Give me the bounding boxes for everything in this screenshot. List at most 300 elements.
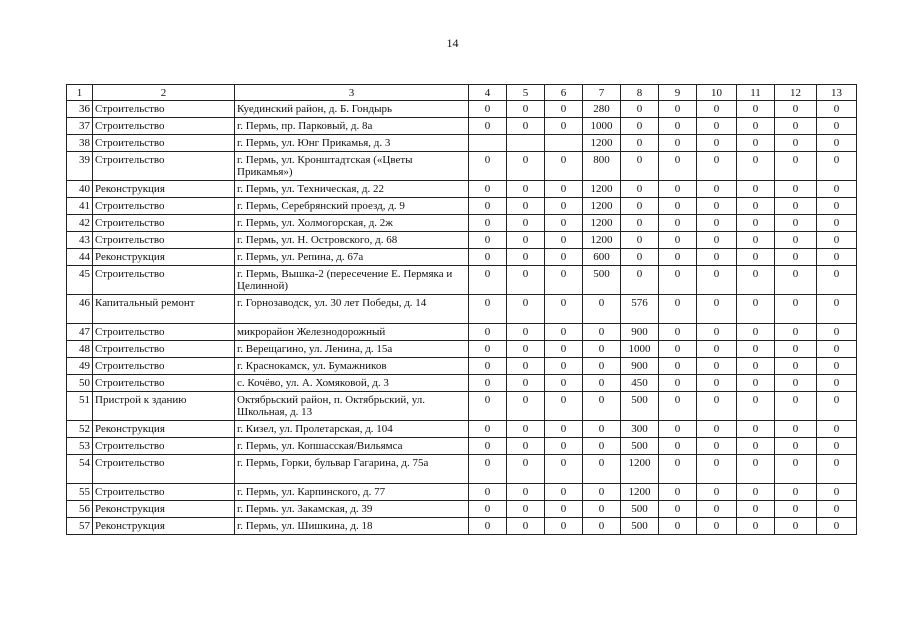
value-col-9: 0 (659, 215, 697, 232)
object-address: микрорайон Железнодорожный (235, 324, 469, 341)
value-col-9: 0 (659, 232, 697, 249)
row-number: 48 (67, 341, 93, 358)
value-col-8: 1200 (621, 455, 659, 484)
value-col-12: 0 (775, 232, 817, 249)
column-header-5: 5 (507, 85, 545, 101)
value-col-6: 0 (545, 341, 583, 358)
value-col-5 (507, 135, 545, 152)
value-col-11: 0 (737, 249, 775, 266)
value-col-8: 1200 (621, 484, 659, 501)
value-col-12: 0 (775, 341, 817, 358)
object-address: г. Пермь, пр. Парковый, д. 8а (235, 118, 469, 135)
value-col-10: 0 (697, 518, 737, 535)
row-number: 54 (67, 455, 93, 484)
value-col-13: 0 (817, 392, 857, 421)
value-col-11: 0 (737, 232, 775, 249)
work-type: Реконструкция (93, 249, 235, 266)
value-col-10: 0 (697, 135, 737, 152)
table-row (67, 135, 857, 152)
work-type: Реконструкция (93, 518, 235, 535)
work-type: Строительство (93, 232, 235, 249)
object-address: г. Краснокамск, ул. Бумажников (235, 358, 469, 375)
object-address: Октябрьский район, п. Октябрьский, ул. Школьная, д. 13 (235, 392, 469, 421)
table-row (67, 324, 857, 341)
row-number: 38 (67, 135, 93, 152)
value-col-6: 0 (545, 249, 583, 266)
value-col-5: 0 (507, 421, 545, 438)
value-col-12: 0 (775, 266, 817, 295)
value-col-13: 0 (817, 152, 857, 181)
value-col-13: 0 (817, 438, 857, 455)
work-type: Строительство (93, 324, 235, 341)
work-type: Строительство (93, 375, 235, 392)
value-col-10: 0 (697, 438, 737, 455)
value-col-13: 0 (817, 518, 857, 535)
table-row (67, 484, 857, 501)
value-col-9: 0 (659, 455, 697, 484)
value-col-13: 0 (817, 198, 857, 215)
value-col-7: 1200 (583, 215, 621, 232)
value-col-8: 0 (621, 266, 659, 295)
row-number: 53 (67, 438, 93, 455)
value-col-4: 0 (469, 484, 507, 501)
value-col-6: 0 (545, 118, 583, 135)
column-header-13: 13 (817, 85, 857, 101)
work-type: Строительство (93, 455, 235, 484)
column-header-11: 11 (737, 85, 775, 101)
value-col-5: 0 (507, 101, 545, 118)
value-col-8: 576 (621, 295, 659, 324)
value-col-13: 0 (817, 232, 857, 249)
value-col-6: 0 (545, 324, 583, 341)
value-col-11: 0 (737, 421, 775, 438)
column-header-1: 1 (67, 85, 93, 101)
work-type: Строительство (93, 484, 235, 501)
value-col-6: 0 (545, 392, 583, 421)
value-col-10: 0 (697, 421, 737, 438)
value-col-9: 0 (659, 421, 697, 438)
value-col-9: 0 (659, 358, 697, 375)
value-col-6: 0 (545, 215, 583, 232)
value-col-11: 0 (737, 215, 775, 232)
work-type: Строительство (93, 152, 235, 181)
value-col-8: 0 (621, 135, 659, 152)
value-col-13: 0 (817, 455, 857, 484)
page-number: 14 (446, 36, 459, 50)
value-col-6: 0 (545, 198, 583, 215)
value-col-8: 0 (621, 249, 659, 266)
value-col-9: 0 (659, 324, 697, 341)
value-col-10: 0 (697, 392, 737, 421)
table-row (67, 375, 857, 392)
column-header-12: 12 (775, 85, 817, 101)
value-col-10: 0 (697, 455, 737, 484)
column-header-8: 8 (621, 85, 659, 101)
value-col-10: 0 (697, 198, 737, 215)
object-address: г. Пермь, Горки, бульвар Гагарина, д. 75а (235, 455, 469, 484)
value-col-11: 0 (737, 501, 775, 518)
value-col-7: 280 (583, 101, 621, 118)
object-address: с. Кочёво, ул. А. Хомяковой, д. 3 (235, 375, 469, 392)
value-col-11: 0 (737, 118, 775, 135)
value-col-4: 0 (469, 358, 507, 375)
object-address: г. Кизел, ул. Пролетарская, д. 104 (235, 421, 469, 438)
value-col-8: 0 (621, 152, 659, 181)
value-col-4: 0 (469, 341, 507, 358)
row-number: 56 (67, 501, 93, 518)
value-col-11: 0 (737, 518, 775, 535)
value-col-7: 0 (583, 392, 621, 421)
work-type: Реконструкция (93, 501, 235, 518)
value-col-6: 0 (545, 181, 583, 198)
value-col-10: 0 (697, 215, 737, 232)
value-col-4: 0 (469, 232, 507, 249)
value-col-7: 0 (583, 421, 621, 438)
value-col-9: 0 (659, 438, 697, 455)
value-col-5: 0 (507, 215, 545, 232)
value-col-4: 0 (469, 518, 507, 535)
value-col-9: 0 (659, 266, 697, 295)
value-col-10: 0 (697, 484, 737, 501)
value-col-13: 0 (817, 266, 857, 295)
value-col-9: 0 (659, 198, 697, 215)
value-col-5: 0 (507, 341, 545, 358)
value-col-13: 0 (817, 375, 857, 392)
value-col-13: 0 (817, 341, 857, 358)
value-col-10: 0 (697, 358, 737, 375)
value-col-12: 0 (775, 101, 817, 118)
value-col-11: 0 (737, 438, 775, 455)
value-col-5: 0 (507, 266, 545, 295)
row-number: 39 (67, 152, 93, 181)
row-number: 57 (67, 518, 93, 535)
value-col-11: 0 (737, 198, 775, 215)
table-header (67, 85, 857, 101)
value-col-11: 0 (737, 152, 775, 181)
row-number: 55 (67, 484, 93, 501)
value-col-8: 0 (621, 232, 659, 249)
value-col-5: 0 (507, 181, 545, 198)
value-col-4: 0 (469, 215, 507, 232)
work-type: Строительство (93, 118, 235, 135)
value-col-12: 0 (775, 392, 817, 421)
value-col-5: 0 (507, 249, 545, 266)
value-col-4: 0 (469, 198, 507, 215)
row-number: 40 (67, 181, 93, 198)
row-number: 37 (67, 118, 93, 135)
row-number: 45 (67, 266, 93, 295)
value-col-8: 300 (621, 421, 659, 438)
value-col-12: 0 (775, 358, 817, 375)
table-row (67, 215, 857, 232)
object-address: г. Пермь. ул. Закамская, д. 39 (235, 501, 469, 518)
value-col-12: 0 (775, 438, 817, 455)
value-col-6: 0 (545, 152, 583, 181)
column-header-7: 7 (583, 85, 621, 101)
value-col-10: 0 (697, 181, 737, 198)
table-row (67, 249, 857, 266)
value-col-5: 0 (507, 501, 545, 518)
value-col-12: 0 (775, 375, 817, 392)
table-row (67, 392, 857, 421)
table-row (67, 518, 857, 535)
row-number: 47 (67, 324, 93, 341)
value-col-4: 0 (469, 375, 507, 392)
value-col-5: 0 (507, 198, 545, 215)
value-col-9: 0 (659, 501, 697, 518)
object-address: г. Пермь, ул. Репина, д. 67а (235, 249, 469, 266)
value-col-5: 0 (507, 358, 545, 375)
value-col-8: 900 (621, 324, 659, 341)
value-col-10: 0 (697, 118, 737, 135)
value-col-8: 500 (621, 518, 659, 535)
value-col-4: 0 (469, 324, 507, 341)
value-col-7: 500 (583, 266, 621, 295)
value-col-5: 0 (507, 118, 545, 135)
work-type: Строительство (93, 266, 235, 295)
value-col-11: 0 (737, 392, 775, 421)
value-col-13: 0 (817, 135, 857, 152)
work-type: Капитальный ремонт (93, 295, 235, 324)
value-col-8: 450 (621, 375, 659, 392)
value-col-13: 0 (817, 118, 857, 135)
table-row (67, 438, 857, 455)
value-col-7: 0 (583, 518, 621, 535)
value-col-4: 0 (469, 181, 507, 198)
value-col-6: 0 (545, 518, 583, 535)
object-address: г. Верещагино, ул. Ленина, д. 15а (235, 341, 469, 358)
work-type: Строительство (93, 215, 235, 232)
column-header-10: 10 (697, 85, 737, 101)
table-row (67, 152, 857, 181)
value-col-12: 0 (775, 198, 817, 215)
value-col-7: 600 (583, 249, 621, 266)
work-type: Строительство (93, 438, 235, 455)
value-col-9: 0 (659, 484, 697, 501)
object-address: г. Пермь, ул. Копшасская/Вильямса (235, 438, 469, 455)
value-col-5: 0 (507, 438, 545, 455)
value-col-12: 0 (775, 421, 817, 438)
value-col-6: 0 (545, 455, 583, 484)
value-col-10: 0 (697, 295, 737, 324)
row-number: 49 (67, 358, 93, 375)
value-col-6: 0 (545, 266, 583, 295)
object-address: г. Пермь, ул. Техническая, д. 22 (235, 181, 469, 198)
value-col-11: 0 (737, 484, 775, 501)
value-col-6: 0 (545, 295, 583, 324)
value-col-7: 1000 (583, 118, 621, 135)
value-col-6: 0 (545, 484, 583, 501)
value-col-7: 800 (583, 152, 621, 181)
value-col-11: 0 (737, 324, 775, 341)
value-col-4: 0 (469, 295, 507, 324)
row-number: 42 (67, 215, 93, 232)
work-type: Строительство (93, 101, 235, 118)
value-col-4: 0 (469, 266, 507, 295)
value-col-9: 0 (659, 101, 697, 118)
header-row (67, 85, 857, 101)
value-col-10: 0 (697, 249, 737, 266)
value-col-5: 0 (507, 232, 545, 249)
value-col-10: 0 (697, 232, 737, 249)
value-col-11: 0 (737, 295, 775, 324)
object-address: г. Горнозаводск, ул. 30 лет Победы, д. 14 (235, 295, 469, 324)
object-address: г. Пермь, ул. Шишкина, д. 18 (235, 518, 469, 535)
value-col-13: 0 (817, 249, 857, 266)
column-header-4: 4 (469, 85, 507, 101)
value-col-10: 0 (697, 101, 737, 118)
value-col-11: 0 (737, 181, 775, 198)
table-row (67, 101, 857, 118)
value-col-12: 0 (775, 215, 817, 232)
table-body (67, 101, 857, 535)
value-col-7: 0 (583, 455, 621, 484)
value-col-7: 1200 (583, 232, 621, 249)
value-col-4: 0 (469, 392, 507, 421)
object-address: г. Пермь, ул. Кронштадтская («Цветы Прикамья») (235, 152, 469, 181)
value-col-9: 0 (659, 392, 697, 421)
value-col-7: 0 (583, 358, 621, 375)
value-col-7: 1200 (583, 198, 621, 215)
value-col-8: 500 (621, 501, 659, 518)
value-col-12: 0 (775, 455, 817, 484)
value-col-12: 0 (775, 295, 817, 324)
object-address: г. Пермь, ул. Юнг Прикамья, д. 3 (235, 135, 469, 152)
object-address: г. Пермь, Вышка-2 (пересечение Е. Пермяка и Целинной) (235, 266, 469, 295)
value-col-12: 0 (775, 135, 817, 152)
value-col-9: 0 (659, 295, 697, 324)
value-col-4: 0 (469, 101, 507, 118)
table-row (67, 198, 857, 215)
work-type: Строительство (93, 198, 235, 215)
value-col-6: 0 (545, 375, 583, 392)
value-col-5: 0 (507, 295, 545, 324)
value-col-7: 1200 (583, 181, 621, 198)
value-col-8: 900 (621, 358, 659, 375)
row-number: 51 (67, 392, 93, 421)
object-address: г. Пермь, ул. Н. Островского, д. 68 (235, 232, 469, 249)
work-type: Реконструкция (93, 421, 235, 438)
column-header-2: 2 (93, 85, 235, 101)
value-col-9: 0 (659, 375, 697, 392)
value-col-8: 500 (621, 438, 659, 455)
object-address: г. Пермь, ул. Холмогорская, д. 2ж (235, 215, 469, 232)
value-col-5: 0 (507, 375, 545, 392)
value-col-12: 0 (775, 484, 817, 501)
value-col-9: 0 (659, 341, 697, 358)
value-col-11: 0 (737, 101, 775, 118)
value-col-6: 0 (545, 101, 583, 118)
value-col-6: 0 (545, 438, 583, 455)
value-col-12: 0 (775, 181, 817, 198)
object-address: г. Пермь, Серебрянский проезд, д. 9 (235, 198, 469, 215)
column-header-3: 3 (235, 85, 469, 101)
value-col-10: 0 (697, 324, 737, 341)
value-col-9: 0 (659, 135, 697, 152)
value-col-10: 0 (697, 375, 737, 392)
value-col-13: 0 (817, 324, 857, 341)
table-row (67, 501, 857, 518)
table-row (67, 266, 857, 295)
value-col-7: 0 (583, 295, 621, 324)
value-col-7: 0 (583, 484, 621, 501)
value-col-4: 0 (469, 421, 507, 438)
table-row (67, 358, 857, 375)
value-col-13: 0 (817, 358, 857, 375)
table-row (67, 341, 857, 358)
value-col-10: 0 (697, 501, 737, 518)
row-number: 36 (67, 101, 93, 118)
value-col-8: 0 (621, 101, 659, 118)
work-type: Пристрой к зданию (93, 392, 235, 421)
row-number: 46 (67, 295, 93, 324)
value-col-4 (469, 135, 507, 152)
value-col-12: 0 (775, 118, 817, 135)
value-col-8: 500 (621, 392, 659, 421)
value-col-9: 0 (659, 118, 697, 135)
value-col-4: 0 (469, 455, 507, 484)
value-col-4: 0 (469, 438, 507, 455)
value-col-12: 0 (775, 501, 817, 518)
column-header-9: 9 (659, 85, 697, 101)
value-col-9: 0 (659, 249, 697, 266)
work-type: Реконструкция (93, 181, 235, 198)
value-col-11: 0 (737, 135, 775, 152)
object-address: Куединский район, д. Б. Гондырь (235, 101, 469, 118)
value-col-12: 0 (775, 324, 817, 341)
value-col-4: 0 (469, 501, 507, 518)
value-col-5: 0 (507, 484, 545, 501)
table-row (67, 455, 857, 484)
value-col-13: 0 (817, 215, 857, 232)
value-col-13: 0 (817, 484, 857, 501)
value-col-6: 0 (545, 421, 583, 438)
value-col-12: 0 (775, 518, 817, 535)
value-col-8: 0 (621, 198, 659, 215)
value-col-8: 0 (621, 215, 659, 232)
value-col-7: 0 (583, 375, 621, 392)
value-col-13: 0 (817, 295, 857, 324)
value-col-7: 1200 (583, 135, 621, 152)
value-col-12: 0 (775, 249, 817, 266)
work-type: Строительство (93, 135, 235, 152)
value-col-13: 0 (817, 501, 857, 518)
value-col-6: 0 (545, 232, 583, 249)
value-col-9: 0 (659, 518, 697, 535)
value-col-9: 0 (659, 152, 697, 181)
value-col-11: 0 (737, 341, 775, 358)
value-col-8: 0 (621, 118, 659, 135)
row-number: 41 (67, 198, 93, 215)
value-col-11: 0 (737, 266, 775, 295)
value-col-7: 0 (583, 324, 621, 341)
object-address: г. Пермь, ул. Карпинского, д. 77 (235, 484, 469, 501)
table-row (67, 118, 857, 135)
value-col-6: 0 (545, 501, 583, 518)
value-col-10: 0 (697, 341, 737, 358)
value-col-5: 0 (507, 324, 545, 341)
value-col-6 (545, 135, 583, 152)
value-col-12: 0 (775, 152, 817, 181)
table-row (67, 421, 857, 438)
row-number: 52 (67, 421, 93, 438)
work-type: Строительство (93, 358, 235, 375)
value-col-4: 0 (469, 152, 507, 181)
value-col-8: 0 (621, 181, 659, 198)
value-col-10: 0 (697, 266, 737, 295)
table-row (67, 232, 857, 249)
value-col-13: 0 (817, 421, 857, 438)
